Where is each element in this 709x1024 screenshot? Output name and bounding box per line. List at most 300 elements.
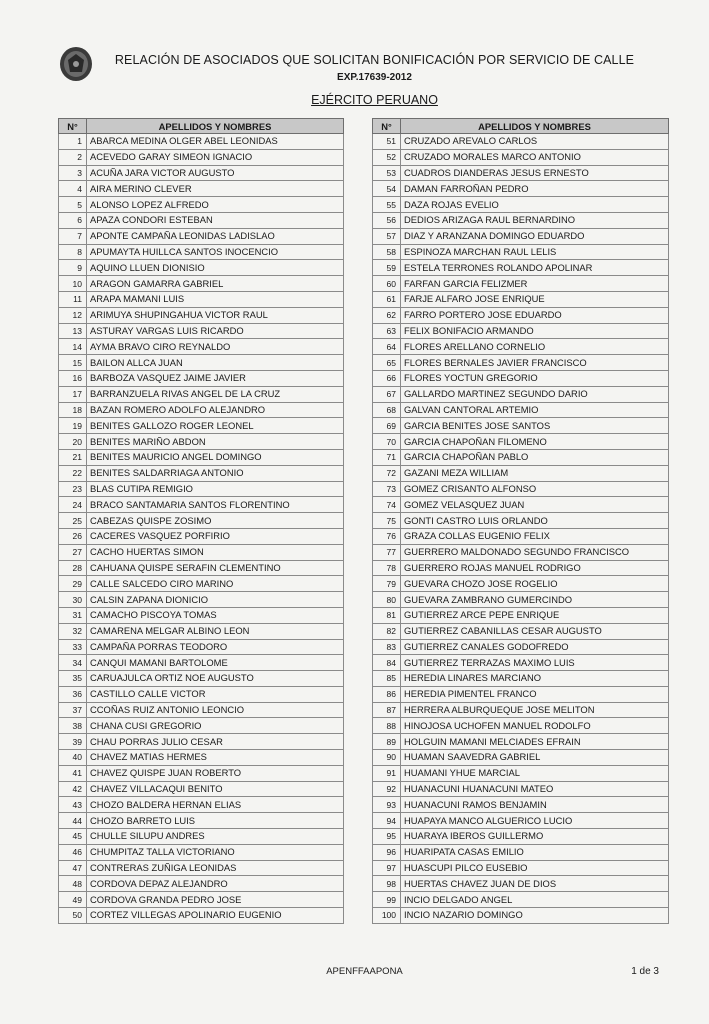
table-row — [373, 418, 669, 434]
row-number: 2 — [59, 149, 87, 165]
table-row — [59, 307, 344, 323]
associate-name: CORTEZ VILLEGAS APOLINARIO EUGENIO — [87, 908, 344, 924]
associate-name: HUANACUNI RAMOS BENJAMIN — [401, 797, 669, 813]
table-row — [373, 607, 669, 623]
table-row — [373, 181, 669, 197]
row-number: 69 — [373, 418, 401, 434]
row-number: 18 — [59, 402, 87, 418]
table-row — [59, 560, 344, 576]
table-row — [373, 797, 669, 813]
row-number: 60 — [373, 276, 401, 292]
associate-name: CHAU PORRAS JULIO CESAR — [87, 734, 344, 750]
associate-name: GRAZA COLLAS EUGENIO FELIX — [401, 528, 669, 544]
associate-name: APUMAYTA HUILLCA SANTOS INOCENCIO — [87, 244, 344, 260]
row-number: 29 — [59, 576, 87, 592]
associate-name: CASTILLO CALLE VICTOR — [87, 686, 344, 702]
table-row — [373, 355, 669, 371]
table-row — [373, 592, 669, 608]
table-row — [373, 750, 669, 766]
row-number: 75 — [373, 513, 401, 529]
associate-name: HERRERA ALBURQUEQUE JOSE MELITON — [401, 702, 669, 718]
table-row — [59, 592, 344, 608]
row-number: 48 — [59, 876, 87, 892]
associate-name: DEDIOS ARIZAGA RAUL BERNARDINO — [401, 212, 669, 228]
row-number: 4 — [59, 181, 87, 197]
associate-name: CALLE SALCEDO CIRO MARINO — [87, 576, 344, 592]
row-number: 10 — [59, 276, 87, 292]
row-number: 82 — [373, 623, 401, 639]
row-number: 63 — [373, 323, 401, 339]
associate-name: CUADROS DIANDERAS JESUS ERNESTO — [401, 165, 669, 181]
row-number: 51 — [373, 134, 401, 150]
associate-name: BARRANZUELA RIVAS ANGEL DE LA CRUZ — [87, 386, 344, 402]
table-row — [59, 829, 344, 845]
row-number: 98 — [373, 876, 401, 892]
row-number: 77 — [373, 544, 401, 560]
row-number: 52 — [373, 149, 401, 165]
page-number: 1 de 3 — [631, 966, 659, 977]
table-row — [59, 655, 344, 671]
row-number: 78 — [373, 560, 401, 576]
associate-name: HUAPAYA MANCO ALGUERICO LUCIO — [401, 813, 669, 829]
table-row — [59, 860, 344, 876]
row-number: 80 — [373, 592, 401, 608]
row-number: 54 — [373, 181, 401, 197]
associate-name: HINOJOSA UCHOFEN MANUEL RODOLFO — [401, 718, 669, 734]
row-number: 84 — [373, 655, 401, 671]
row-number: 38 — [59, 718, 87, 734]
row-number: 79 — [373, 576, 401, 592]
associate-name: BARBOZA VASQUEZ JAIME JAVIER — [87, 370, 344, 386]
associate-name: ESTELA TERRONES ROLANDO APOLINAR — [401, 260, 669, 276]
table-row — [59, 892, 344, 908]
associate-name: CAMPAÑA PORRAS TEODORO — [87, 639, 344, 655]
associate-name: CCOÑAS RUIZ ANTONIO LEONCIO — [87, 702, 344, 718]
column-header-name: APELLIDOS Y NOMBRES — [401, 119, 669, 134]
associate-name: GALLARDO MARTINEZ SEGUNDO DARIO — [401, 386, 669, 402]
table-row — [59, 260, 344, 276]
table-row — [59, 181, 344, 197]
table-row — [373, 276, 669, 292]
row-number: 59 — [373, 260, 401, 276]
row-number: 41 — [59, 765, 87, 781]
column-header-name: APELLIDOS Y NOMBRES — [87, 119, 344, 134]
row-number: 58 — [373, 244, 401, 260]
associate-name: CHOZO BARRETO LUIS — [87, 813, 344, 829]
associate-name: BLAS CUTIPA REMIGIO — [87, 481, 344, 497]
table-row — [59, 165, 344, 181]
row-number: 30 — [59, 592, 87, 608]
table-row — [373, 560, 669, 576]
associate-name: GOMEZ CRISANTO ALFONSO — [401, 481, 669, 497]
row-number: 73 — [373, 481, 401, 497]
row-number: 99 — [373, 892, 401, 908]
associate-name: BENITES GALLOZO ROGER LEONEL — [87, 418, 344, 434]
associate-name: AIRA MERINO CLEVER — [87, 181, 344, 197]
associate-name: APONTE CAMPAÑA LEONIDAS LADISLAO — [87, 228, 344, 244]
associate-name: FLORES ARELLANO CORNELIO — [401, 339, 669, 355]
table-row — [373, 402, 669, 418]
associate-name: ABARCA MEDINA OLGER ABEL LEONIDAS — [87, 134, 344, 150]
associate-name: AYMA BRAVO CIRO REYNALDO — [87, 339, 344, 355]
row-number: 17 — [59, 386, 87, 402]
table-row — [59, 813, 344, 829]
table-row — [59, 228, 344, 244]
table-row — [373, 860, 669, 876]
row-number: 90 — [373, 750, 401, 766]
row-number: 12 — [59, 307, 87, 323]
associate-name: GUTIERREZ ARCE PEPE ENRIQUE — [401, 607, 669, 623]
associate-name: CORDOVA GRANDA PEDRO JOSE — [87, 892, 344, 908]
table-row — [59, 465, 344, 481]
row-number: 65 — [373, 355, 401, 371]
associate-name: CAHUANA QUISPE SERAFIN CLEMENTINO — [87, 560, 344, 576]
table-header-row — [59, 119, 344, 134]
table-row — [59, 402, 344, 418]
associate-name: DAMAN FARROÑAN PEDRO — [401, 181, 669, 197]
row-number: 42 — [59, 781, 87, 797]
row-number: 24 — [59, 497, 87, 513]
table-row — [373, 655, 669, 671]
table-row — [373, 892, 669, 908]
associate-name: CRUZADO AREVALO CARLOS — [401, 134, 669, 150]
table-row — [373, 765, 669, 781]
table-body-right — [373, 134, 669, 924]
table-row — [59, 702, 344, 718]
row-number: 16 — [59, 370, 87, 386]
associate-name: ESPINOZA MARCHAN RAUL LELIS — [401, 244, 669, 260]
table-row — [373, 671, 669, 687]
table-row — [59, 339, 344, 355]
row-number: 94 — [373, 813, 401, 829]
table-row — [59, 497, 344, 513]
associate-name: GARCIA CHAPOÑAN PABLO — [401, 449, 669, 465]
table-row — [373, 228, 669, 244]
associate-name: GUTIERREZ CABANILLAS CESAR AUGUSTO — [401, 623, 669, 639]
row-number: 22 — [59, 465, 87, 481]
table-row — [373, 829, 669, 845]
table-row — [373, 528, 669, 544]
page-title: RELACIÓN DE ASOCIADOS QUE SOLICITAN BONIFICACIÓN POR SERVICIO DE CALLE — [114, 53, 635, 67]
table-row — [373, 339, 669, 355]
associate-name: GAZANI MEZA WILLIAM — [401, 465, 669, 481]
row-number: 85 — [373, 671, 401, 687]
row-number: 6 — [59, 212, 87, 228]
row-number: 81 — [373, 607, 401, 623]
row-number: 27 — [59, 544, 87, 560]
associate-name: BENITES MARIÑO ABDON — [87, 434, 344, 450]
row-number: 86 — [373, 686, 401, 702]
associate-name: FLORES BERNALES JAVIER FRANCISCO — [401, 355, 669, 371]
table-row — [59, 797, 344, 813]
associate-name: ARIMUYA SHUPINGAHUA VICTOR RAUL — [87, 307, 344, 323]
footer-organization: APENFFAAPONA — [326, 966, 403, 977]
expediente-number: EXP.17639-2012 — [337, 72, 412, 83]
table-row — [59, 276, 344, 292]
associates-table-left — [58, 118, 344, 924]
table-row — [373, 197, 669, 213]
associate-name: CHAVEZ QUISPE JUAN ROBERTO — [87, 765, 344, 781]
row-number: 9 — [59, 260, 87, 276]
row-number: 89 — [373, 734, 401, 750]
column-header-number: N° — [59, 119, 87, 134]
associate-name: DIAZ Y ARANZANA DOMINGO EDUARDO — [401, 228, 669, 244]
row-number: 36 — [59, 686, 87, 702]
row-number: 61 — [373, 291, 401, 307]
associate-name: CORDOVA DEPAZ ALEJANDRO — [87, 876, 344, 892]
table-row — [59, 576, 344, 592]
row-number: 26 — [59, 528, 87, 544]
table-row — [373, 291, 669, 307]
associate-name: BRACO SANTAMARIA SANTOS FLORENTINO — [87, 497, 344, 513]
row-number: 40 — [59, 750, 87, 766]
row-number: 67 — [373, 386, 401, 402]
row-number: 72 — [373, 465, 401, 481]
table-row — [59, 844, 344, 860]
row-number: 14 — [59, 339, 87, 355]
row-number: 64 — [373, 339, 401, 355]
table-row — [373, 481, 669, 497]
table-row — [59, 908, 344, 924]
table-row — [373, 908, 669, 924]
row-number: 39 — [59, 734, 87, 750]
table-row — [59, 323, 344, 339]
row-number: 87 — [373, 702, 401, 718]
associate-name: CHULLE SILUPU ANDRES — [87, 829, 344, 845]
table-row — [59, 134, 344, 150]
table-row — [373, 370, 669, 386]
row-number: 53 — [373, 165, 401, 181]
associate-name: CARUAJULCA ORTIZ NOE AUGUSTO — [87, 671, 344, 687]
row-number: 20 — [59, 434, 87, 450]
associate-name: AQUINO LLUEN DIONISIO — [87, 260, 344, 276]
row-number: 97 — [373, 860, 401, 876]
row-number: 100 — [373, 908, 401, 924]
associate-name: HUAMANI YHUE MARCIAL — [401, 765, 669, 781]
associate-name: ARAPA MAMANI LUIS — [87, 291, 344, 307]
row-number: 31 — [59, 607, 87, 623]
table-row — [59, 386, 344, 402]
associate-name: INCIO DELGADO ANGEL — [401, 892, 669, 908]
row-number: 93 — [373, 797, 401, 813]
row-number: 37 — [59, 702, 87, 718]
table-row — [373, 513, 669, 529]
associate-name: HUERTAS CHAVEZ JUAN DE DIOS — [401, 876, 669, 892]
associate-name: CHANA CUSI GREGORIO — [87, 718, 344, 734]
associate-name: ASTURAY VARGAS LUIS RICARDO — [87, 323, 344, 339]
associate-name: APAZA CONDORI ESTEBAN — [87, 212, 344, 228]
table-row — [373, 813, 669, 829]
row-number: 23 — [59, 481, 87, 497]
row-number: 70 — [373, 434, 401, 450]
row-number: 66 — [373, 370, 401, 386]
row-number: 33 — [59, 639, 87, 655]
associate-name: FLORES YOCTUN GREGORIO — [401, 370, 669, 386]
associate-name: CHAVEZ VILLACAQUI BENITO — [87, 781, 344, 797]
associate-name: CONTRERAS ZUÑIGA LEONIDAS — [87, 860, 344, 876]
table-row — [373, 134, 669, 150]
row-number: 71 — [373, 449, 401, 465]
associate-name: GUERRERO ROJAS MANUEL RODRIGO — [401, 560, 669, 576]
table-row — [373, 576, 669, 592]
table-row — [373, 149, 669, 165]
row-number: 13 — [59, 323, 87, 339]
table-row — [373, 497, 669, 513]
table-row — [373, 639, 669, 655]
associate-name: CHAVEZ MATIAS HERMES — [87, 750, 344, 766]
table-row — [373, 165, 669, 181]
table-row — [373, 623, 669, 639]
page-subtitle: EJÉRCITO PERUANO — [311, 93, 438, 107]
associate-name: CACERES VASQUEZ PORFIRIO — [87, 528, 344, 544]
column-header-number: N° — [373, 119, 401, 134]
table-row — [59, 528, 344, 544]
table-row — [373, 702, 669, 718]
row-number: 15 — [59, 355, 87, 371]
associate-name: FARJE ALFARO JOSE ENRIQUE — [401, 291, 669, 307]
table-row — [59, 544, 344, 560]
table-row — [373, 212, 669, 228]
associate-name: CAMARENA MELGAR ALBINO LEON — [87, 623, 344, 639]
associate-name: HUAMAN SAAVEDRA GABRIEL — [401, 750, 669, 766]
associate-name: CHOZO BALDERA HERNAN ELIAS — [87, 797, 344, 813]
table-row — [59, 750, 344, 766]
row-number: 1 — [59, 134, 87, 150]
row-number: 49 — [59, 892, 87, 908]
table-row — [59, 418, 344, 434]
table-row — [59, 291, 344, 307]
associates-table-right — [372, 118, 669, 924]
row-number: 68 — [373, 402, 401, 418]
table-row — [59, 481, 344, 497]
row-number: 57 — [373, 228, 401, 244]
associate-name: ARAGON GAMARRA GABRIEL — [87, 276, 344, 292]
row-number: 19 — [59, 418, 87, 434]
row-number: 95 — [373, 829, 401, 845]
associate-name: BENITES MAURICIO ANGEL DOMINGO — [87, 449, 344, 465]
row-number: 21 — [59, 449, 87, 465]
associate-name: HEREDIA LINARES MARCIANO — [401, 671, 669, 687]
associate-name: FARRO PORTERO JOSE EDUARDO — [401, 307, 669, 323]
associate-name: HEREDIA PIMENTEL FRANCO — [401, 686, 669, 702]
associate-name: GUTIERREZ TERRAZAS MAXIMO LUIS — [401, 655, 669, 671]
associate-name: CHUMPITAZ TALLA VICTORIANO — [87, 844, 344, 860]
row-number: 3 — [59, 165, 87, 181]
associate-name: CANQUI MAMANI BARTOLOME — [87, 655, 344, 671]
associate-name: HUASCUPI PILCO EUSEBIO — [401, 860, 669, 876]
associate-name: CALSIN ZAPANA DIONICIO — [87, 592, 344, 608]
table-row — [59, 686, 344, 702]
row-number: 74 — [373, 497, 401, 513]
associate-name: GUEVARA ZAMBRANO GUMERCINDO — [401, 592, 669, 608]
table-row — [373, 386, 669, 402]
table-row — [59, 734, 344, 750]
table-row — [373, 244, 669, 260]
table-row — [59, 197, 344, 213]
table-row — [59, 434, 344, 450]
row-number: 28 — [59, 560, 87, 576]
associate-name: HOLGUIN MAMANI MELCIADES EFRAIN — [401, 734, 669, 750]
associate-name: GARCIA BENITES JOSE SANTOS — [401, 418, 669, 434]
row-number: 62 — [373, 307, 401, 323]
associate-name: BENITES SALDARRIAGA ANTONIO — [87, 465, 344, 481]
associate-name: DAZA ROJAS EVELIO — [401, 197, 669, 213]
associate-name: ALONSO LOPEZ ALFREDO — [87, 197, 344, 213]
table-row — [373, 260, 669, 276]
row-number: 50 — [59, 908, 87, 924]
table-row — [373, 734, 669, 750]
table-row — [373, 465, 669, 481]
table-row — [59, 781, 344, 797]
row-number: 43 — [59, 797, 87, 813]
associate-name: GONTI CASTRO LUIS ORLANDO — [401, 513, 669, 529]
associate-name: GUERRERO MALDONADO SEGUNDO FRANCISCO — [401, 544, 669, 560]
associate-name: HUARAYA IBEROS GUILLERMO — [401, 829, 669, 845]
table-row — [373, 718, 669, 734]
associate-name: CRUZADO MORALES MARCO ANTONIO — [401, 149, 669, 165]
row-number: 47 — [59, 860, 87, 876]
row-number: 76 — [373, 528, 401, 544]
associate-name: INCIO NAZARIO DOMINGO — [401, 908, 669, 924]
row-number: 96 — [373, 844, 401, 860]
row-number: 11 — [59, 291, 87, 307]
associate-name: GALVAN CANTORAL ARTEMIO — [401, 402, 669, 418]
table-row — [59, 607, 344, 623]
row-number: 7 — [59, 228, 87, 244]
row-number: 46 — [59, 844, 87, 860]
row-number: 45 — [59, 829, 87, 845]
associate-name: BAILON ALLCA JUAN — [87, 355, 344, 371]
row-number: 88 — [373, 718, 401, 734]
row-number: 83 — [373, 639, 401, 655]
table-row — [59, 355, 344, 371]
table-row — [59, 212, 344, 228]
table-row — [373, 434, 669, 450]
table-header-row — [373, 119, 669, 134]
row-number: 92 — [373, 781, 401, 797]
associate-name: BAZAN ROMERO ADOLFO ALEJANDRO — [87, 402, 344, 418]
table-row — [59, 244, 344, 260]
table-row — [373, 307, 669, 323]
associate-name: ACEVEDO GARAY SIMEON IGNACIO — [87, 149, 344, 165]
table-row — [373, 876, 669, 892]
associate-name: HUANACUNI HUANACUNI MATEO — [401, 781, 669, 797]
associate-name: FARFAN GARCIA FELIZMER — [401, 276, 669, 292]
row-number: 56 — [373, 212, 401, 228]
row-number: 44 — [59, 813, 87, 829]
associate-name: CABEZAS QUISPE ZOSIMO — [87, 513, 344, 529]
table-body-left — [59, 134, 344, 924]
row-number: 8 — [59, 244, 87, 260]
table-row — [59, 623, 344, 639]
table-row — [59, 671, 344, 687]
associate-name: FELIX BONIFACIO ARMANDO — [401, 323, 669, 339]
table-row — [373, 686, 669, 702]
associate-name: GARCIA CHAPOÑAN FILOMENO — [401, 434, 669, 450]
table-row — [373, 544, 669, 560]
associate-name: CACHO HUERTAS SIMON — [87, 544, 344, 560]
table-row — [59, 876, 344, 892]
table-row — [59, 765, 344, 781]
table-row — [373, 323, 669, 339]
table-row — [59, 149, 344, 165]
row-number: 5 — [59, 197, 87, 213]
table-row — [59, 513, 344, 529]
table-row — [373, 781, 669, 797]
associate-name: CAMACHO PISCOYA TOMAS — [87, 607, 344, 623]
table-row — [59, 449, 344, 465]
row-number: 34 — [59, 655, 87, 671]
